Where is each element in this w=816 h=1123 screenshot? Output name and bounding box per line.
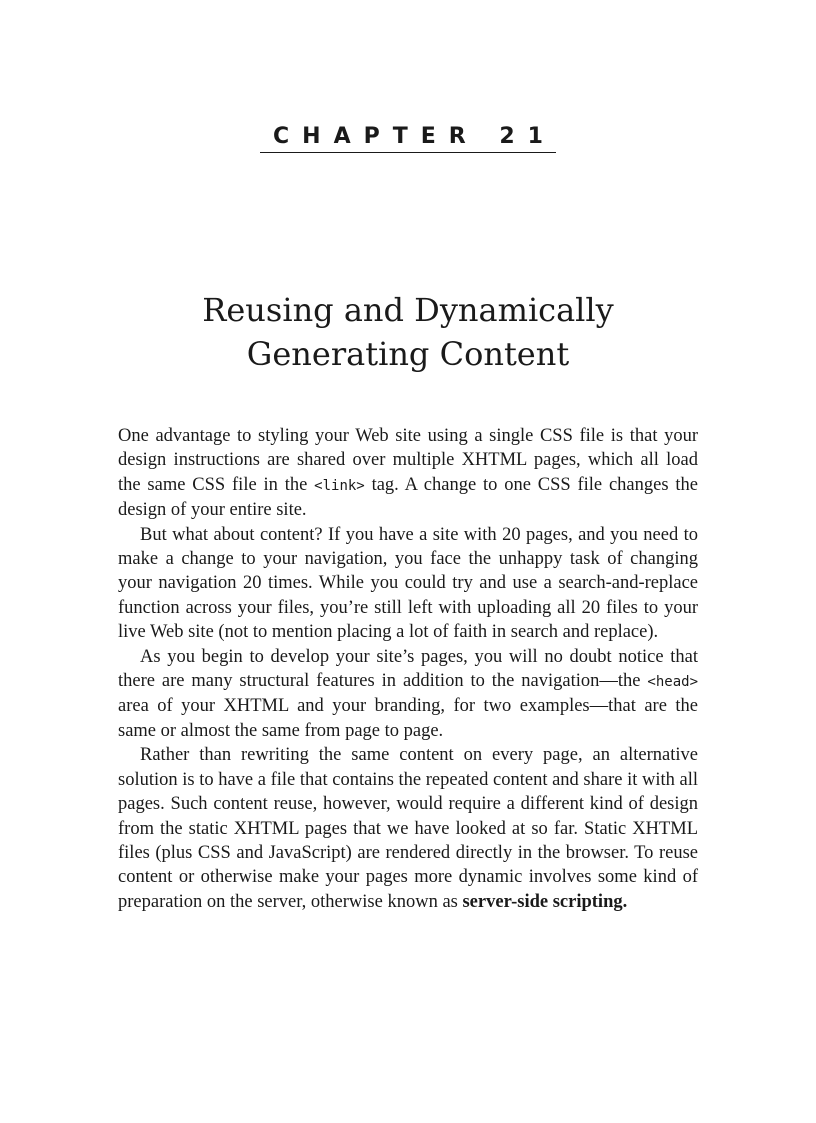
paragraph-2-text: But what about content? If you have a site with 20 pages, and you need to make a change to your navigation, you face the unhappy task of changing your navigation 20 times. While you could try and use a search-and-replace function across your files, you’re still left with uploading all 20 files to your live Web site (not to mention placing a lot of faith in search and replace). [118,524,698,643]
chapter-title [0,288,816,376]
paragraph-3 [118,645,698,744]
paragraph-4 [118,743,698,914]
paragraph-1-text-b: tag. A change to one CSS file changes the design of your entire site. [118,474,698,521]
chapter-title-line-1: Reusing and Dynamically [202,291,614,329]
chapter-title-line-2: Generating Content [246,335,570,373]
paragraph-3-text-b: area of your XHTML and your branding, for two examples—that are the same or almost the same from page to page. [118,696,698,741]
paragraph-1-text-a: One advantage to styling your Web site using a single CSS file is that your design instructions are shared over multiple XHTML pages, which all load the same CSS file in the [118,426,698,495]
paragraph-1 [118,424,698,523]
head-tag-code: <head> [647,674,698,691]
paragraph-3-text-a: As you begin to develop your site’s pages, you will no doubt notice that there are many structural features in addition to the navigation—the [118,646,698,692]
chapter-number: CHAPTER 21 [260,124,556,153]
server-side-scripting-term: server-side scripting. [462,891,628,912]
chapter-label [0,124,816,153]
body-text [118,424,698,914]
paragraph-4-text: Rather than rewriting the same content on every page, an alternative solution is to have a file that contains the repeated content and share it with all pages. Such content reuse, however, would require a different kind of design from the static XHTML pages that we have looked at so far. Static XHTML files (plus CSS and JavaScript) are rendered directly in the browser. To reuse content or otherwise make your pages more dynamic involves some kind of preparation on the server, otherwise known as [118,745,699,912]
link-tag-code: <link> [314,477,365,494]
paragraph-2 [118,523,698,645]
